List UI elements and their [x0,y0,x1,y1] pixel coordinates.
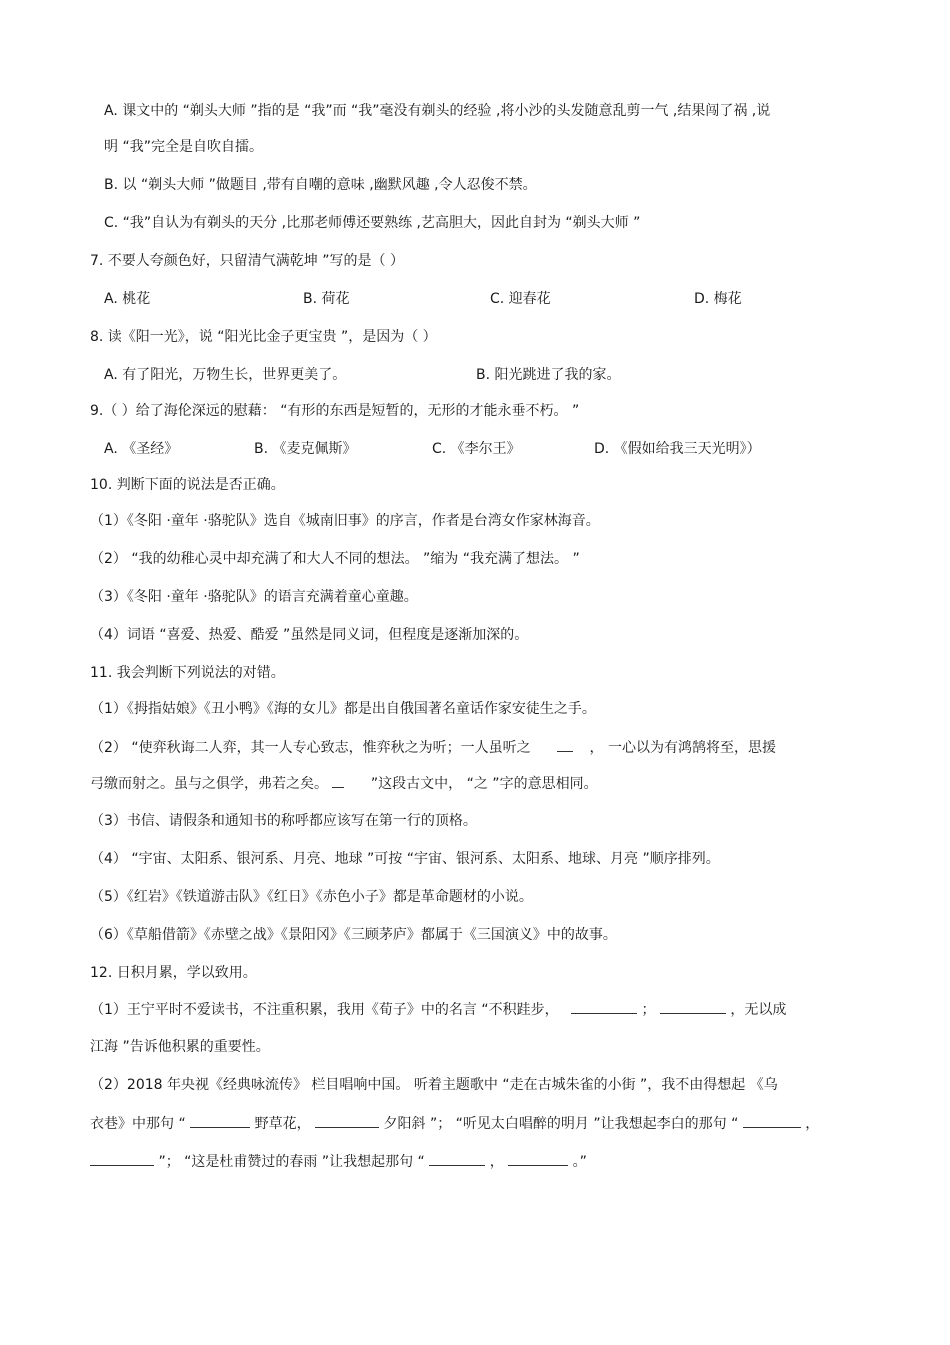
q12-item-2-text-c4: 。” [572,1154,587,1170]
q12-item-2-line1: （2）2018 年央视《经典咏流传》 栏目唱响中国。 听着主题歌中 “走在古城朱雀的小街 ”，我不由得想起 《乌 [90,1077,778,1093]
q7-option-c: C. 迎春花 [490,291,551,307]
q12-item-2-line2 [90,1113,819,1134]
q12-item-1-end: ，无以成 [730,1002,787,1018]
q11-item-5: （5）《红岩》《铁道游击队》《红日》《赤色小子》都是革命题材的小说。 [90,889,533,905]
q6-option-c: C. “我”自认为有剃头的天分 ,比那老师傅还要熟练 ,艺高胆大，因此自封为 “剃头大师 ” [104,215,641,231]
q7-stem: 7. 不要人夸颜色好，只留清气满乾坤 ”写的是（ ） [90,253,404,269]
q9-option-c: C. 《李尔王》 [432,441,521,457]
q11-item-2-text-d: ”这段古文中， “之 ”字的意思相同。 [370,776,598,792]
q12-item-2-text-c2: ”； “这是杜甫赞过的春雨 ”让我想起那句 “ [158,1154,425,1170]
q11-item-2-text-b: ， 一心以为有鸿鹄将至，思援 [589,740,776,756]
q12-item-2-text-b4: ， [805,1116,820,1132]
q12-blank-5[interactable] [743,1113,801,1128]
q12-item-1-line1 [90,999,786,1020]
q11-item-6: （6）《草船借箭》《赤壁之战》《景阳冈》《三顾茅庐》都属于《三国演义》中的故事。 [90,927,617,943]
q12-blank-3[interactable] [190,1113,250,1128]
q12-item-1-sep: ； [641,1002,656,1018]
q10-item-4: （4）词语 “喜爱、热爱、酷爱 ”虽然是同义词，但程度是逐渐加深的。 [90,627,529,643]
q11-item-2-text-a: （2） “使弈秋诲二人弈，其一人专心致志，惟弈秋之为听；一人虽听之 [90,740,531,756]
q7-option-a: A. 桃花 [104,291,151,307]
q6-option-a-line2: 明 “我”完全是自吹自擂。 [104,139,263,155]
q11-blank-2[interactable] [332,773,344,788]
q12-blank-6[interactable] [90,1151,154,1166]
q11-item-2-line1 [90,737,776,758]
q10-stem: 10. 判断下面的说法是否正确。 [90,477,285,493]
q12-item-2-text-b3: 夕阳斜 ”； “听见太白唱醉的明月 ”让我想起李白的那句 “ [383,1116,739,1132]
q12-item-1-line2: 江海 ”告诉他积累的重要性。 [90,1039,270,1055]
q12-blank-8[interactable] [508,1151,568,1166]
q11-stem: 11. 我会判断下列说法的对错。 [90,665,285,681]
q11-item-1: （1）《拇指姑娘》《丑小鸭》《海的女儿》都是出自俄国著名童话作家安徒生之手。 [90,701,596,717]
q10-item-1: （1）《冬阳 ·童年 ·骆驼队》选自《城南旧事》的序言，作者是台湾女作家林海音。 [90,513,600,529]
q9-option-d: D. 《假如给我三天光明》） [594,441,761,457]
q12-item-1-text-a: （1）王宁平时不爱读书，不注重积累，我用《荀子》中的名言 “不积跬步， [90,1002,559,1018]
q6-option-a-line1: A. 课文中的 “剃头大师 ”指的是 “我”而 “我”毫没有剃头的经验 ,将小沙的头发随意乱剪一气 ,结果闯了祸 ,说 [104,103,771,119]
q12-item-2-text-b1: 衣巷》中那句 “ [90,1116,186,1132]
q9-stem: 9.（ ）给了海伦深远的慰藉： “有形的东西是短暂的，无形的才能永垂不朽。 ” [90,403,580,419]
q11-item-2-text-c: 弓缴而射之。虽与之俱学，弗若之矣。 [90,776,328,792]
q9-option-b: B. 《麦克佩斯》 [254,441,357,457]
q12-blank-7[interactable] [429,1151,485,1166]
q7-option-b: B. 荷花 [303,291,350,307]
q11-item-2-line2 [90,773,598,794]
q8-option-b: B. 阳光跳进了我的家。 [476,367,621,383]
q8-option-a: A. 有了阳光，万物生长，世界更美了。 [104,367,347,383]
q11-item-3: （3）书信、请假条和通知书的称呼都应该写在第一行的顶格。 [90,813,477,829]
q8-stem: 8. 读《阳一光》，说 “阳光比金子更宝贵 ”，是因为（ ） [90,329,437,345]
q9-option-a: A. 《圣经》 [104,441,179,457]
q10-item-2: （2） “我的幼稚心灵中却充满了和大人不同的想法。 ”缩为 “我充满了想法。 ” [90,551,580,567]
q12-blank-4[interactable] [315,1113,379,1128]
q12-stem: 12. 日积月累，学以致用。 [90,965,257,981]
q12-blank-2[interactable] [660,999,726,1014]
q12-blank-1[interactable] [571,999,637,1014]
q11-blank-1[interactable] [557,737,573,752]
q6-option-b: B. 以 “剃头大师 ”做题目 ,带有自嘲的意味 ,幽默风趣 ,令人忍俊不禁。 [104,177,537,193]
q11-item-4: （4） “宇宙、太阳系、银河系、月亮、地球 ”可按 “宇宙、银河系、太阳系、地球、月亮 ”顺序排列。 [90,851,720,867]
q10-item-3: （3）《冬阳 ·童年 ·骆驼队》的语言充满着童心童趣。 [90,589,418,605]
q7-option-d: D. 梅花 [694,291,742,307]
q12-item-2-line3 [90,1151,587,1172]
q12-item-2-text-c3: ， [489,1154,504,1170]
q12-item-2-text-b2: 野草花， [254,1116,311,1132]
